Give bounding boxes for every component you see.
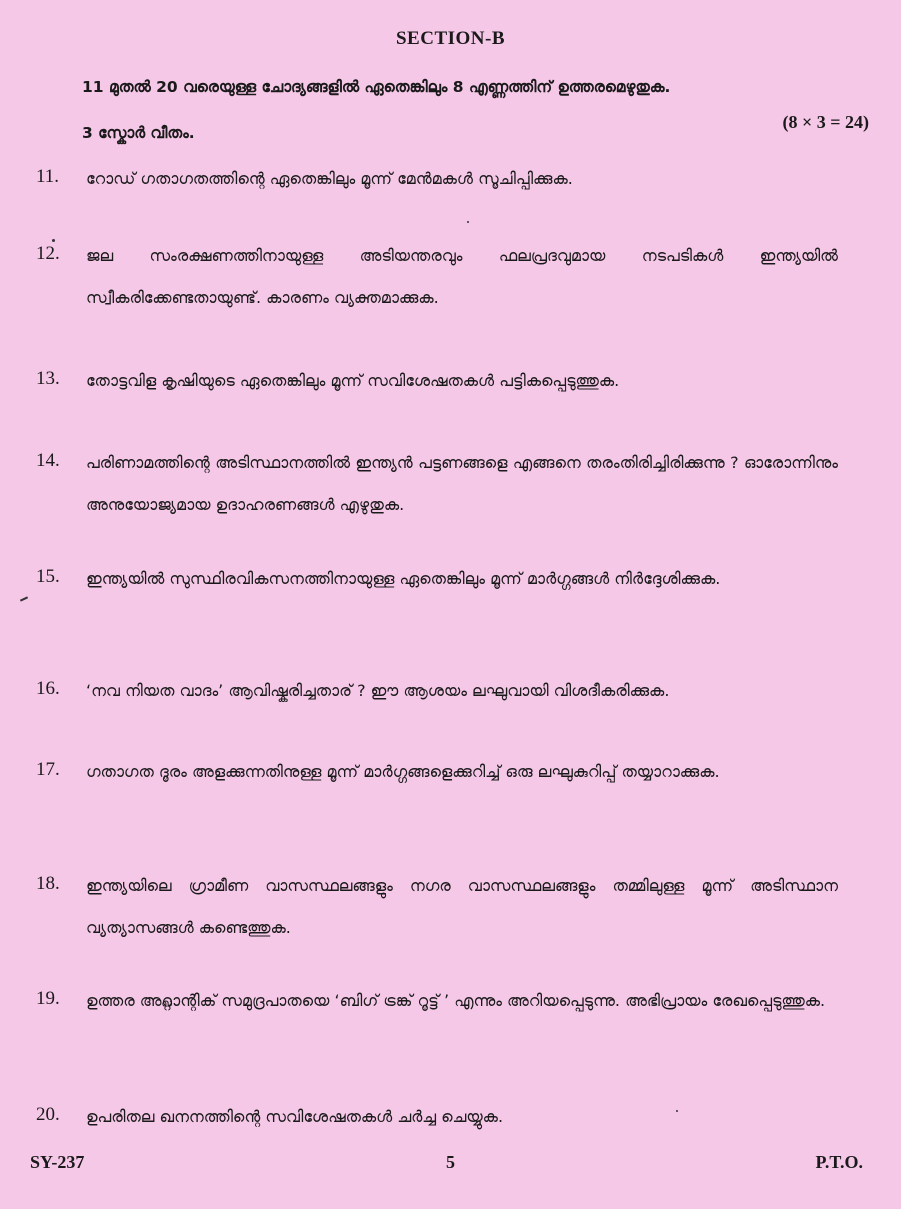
question-number: 19. <box>36 988 60 1009</box>
question-text: ‘നവ നിയത വാദം’ ആവിഷ്കരിച്ചതാര് ? ഈ ആശയം ലഘുവായി വിശദീകരിക്കുക. <box>86 681 670 700</box>
question-text: ഉത്തര അറ്റ്ലാന്റിക് സമുദ്രപാതയെ ‘ബിഗ് ട്രങ്ക് റൂട്ട് ’ എന്നും അറിയപ്പെടുന്നു. അഭിപ്രായം രേഖപ്പെടുത്തുക. <box>86 991 826 1010</box>
section-title: SECTION-B <box>395 28 506 49</box>
question-text: പരിണാമത്തിന്റെ അടിസ്ഥാനത്തിൽ ഇന്ത്യൻ പട്ടണങ്ങളെ എങ്ങനെ തരംതിരിച്ചിരിക്കുന്നു ? ഓരോന്നിനും അനുയോജ്യമായ ഉദാഹരണങ്ങൾ എഴുതുക. <box>86 453 838 514</box>
question-text: ഉപരിതല ഖനനത്തിന്റെ സവിശേഷതകൾ ചർച്ച ചെയ്യുക. <box>86 1107 504 1126</box>
paper-code: SY-237 <box>30 1152 85 1172</box>
scan-speck <box>20 596 28 601</box>
question-text: തോട്ടവിള കൃഷിയുടെ ഏതെങ്കിലും മൂന്ന് സവിശേഷതകൾ പട്ടികപ്പെടുത്തുക. <box>86 371 620 390</box>
question-number: 18. <box>36 873 60 894</box>
question-text: ഇന്ത്യയിൽ സുസ്ഥിരവികസനത്തിനായുള്ള ഏതെങ്കിലും മൂന്ന് മാർഗ്ഗങ്ങൾ നിർദ്ദേശിക്കുക. <box>86 569 721 588</box>
question-number: 17. <box>36 759 60 780</box>
question-number: 14. <box>36 450 60 471</box>
please-turn-over: P.T.O. <box>815 1152 863 1172</box>
question-number: 15. <box>36 566 60 587</box>
question-number: 11. <box>36 166 60 187</box>
question-number: 12. <box>36 243 60 264</box>
question-number: 20. <box>36 1104 60 1125</box>
scan-speck <box>676 1110 678 1112</box>
marks-allocation: (8 × 3 = 24) <box>782 112 869 132</box>
question-text: റോഡ് ഗതാഗതത്തിന്റെ ഏതെങ്കിലും മൂന്ന് മേൻമകൾ സൂചിപ്പിക്കുക. <box>86 169 573 188</box>
page-number: 5 <box>446 1152 455 1172</box>
question-text: ജല സംരക്ഷണത്തിനായുള്ള അടിയന്തരവും ഫലപ്രദവുമായ നടപടികൾ ഇന്ത്യയിൽ സ്വീകരിക്കേണ്ടതായുണ്ട്. കാരണം വ്യക്തമാക്കുക. <box>86 246 838 307</box>
instruction-line-2: 3 സ്കോർ വീതം. <box>82 124 195 142</box>
question-text: ഗതാഗത ദൂരം അളക്കുന്നതിനുള്ള മൂന്ന് മാർഗ്ഗങ്ങളെക്കുറിച്ച് ഒരു ലഘുകുറിപ്പ് തയ്യാറാക്കുക. <box>86 762 720 781</box>
scan-speck <box>52 239 55 242</box>
question-number: 13. <box>36 368 60 389</box>
question-text: ഇന്ത്യയിലെ ഗ്രാമീണ വാസസ്ഥലങ്ങളും നഗര വാസസ്ഥലങ്ങളും തമ്മിലുള്ള മൂന്ന് അടിസ്ഥാന വ്യത്യാസങ്ങൾ കണ്ടെത്തുക. <box>86 876 838 937</box>
instruction-line-1: 11 മുതൽ 20 വരെയുള്ള ചോദ്യങ്ങളിൽ ഏതെങ്കിലും 8 എണ്ണത്തിന് ഉത്തരമെഴുതുക. <box>82 78 671 96</box>
question-number: 16. <box>36 678 60 699</box>
scan-speck <box>467 221 469 223</box>
